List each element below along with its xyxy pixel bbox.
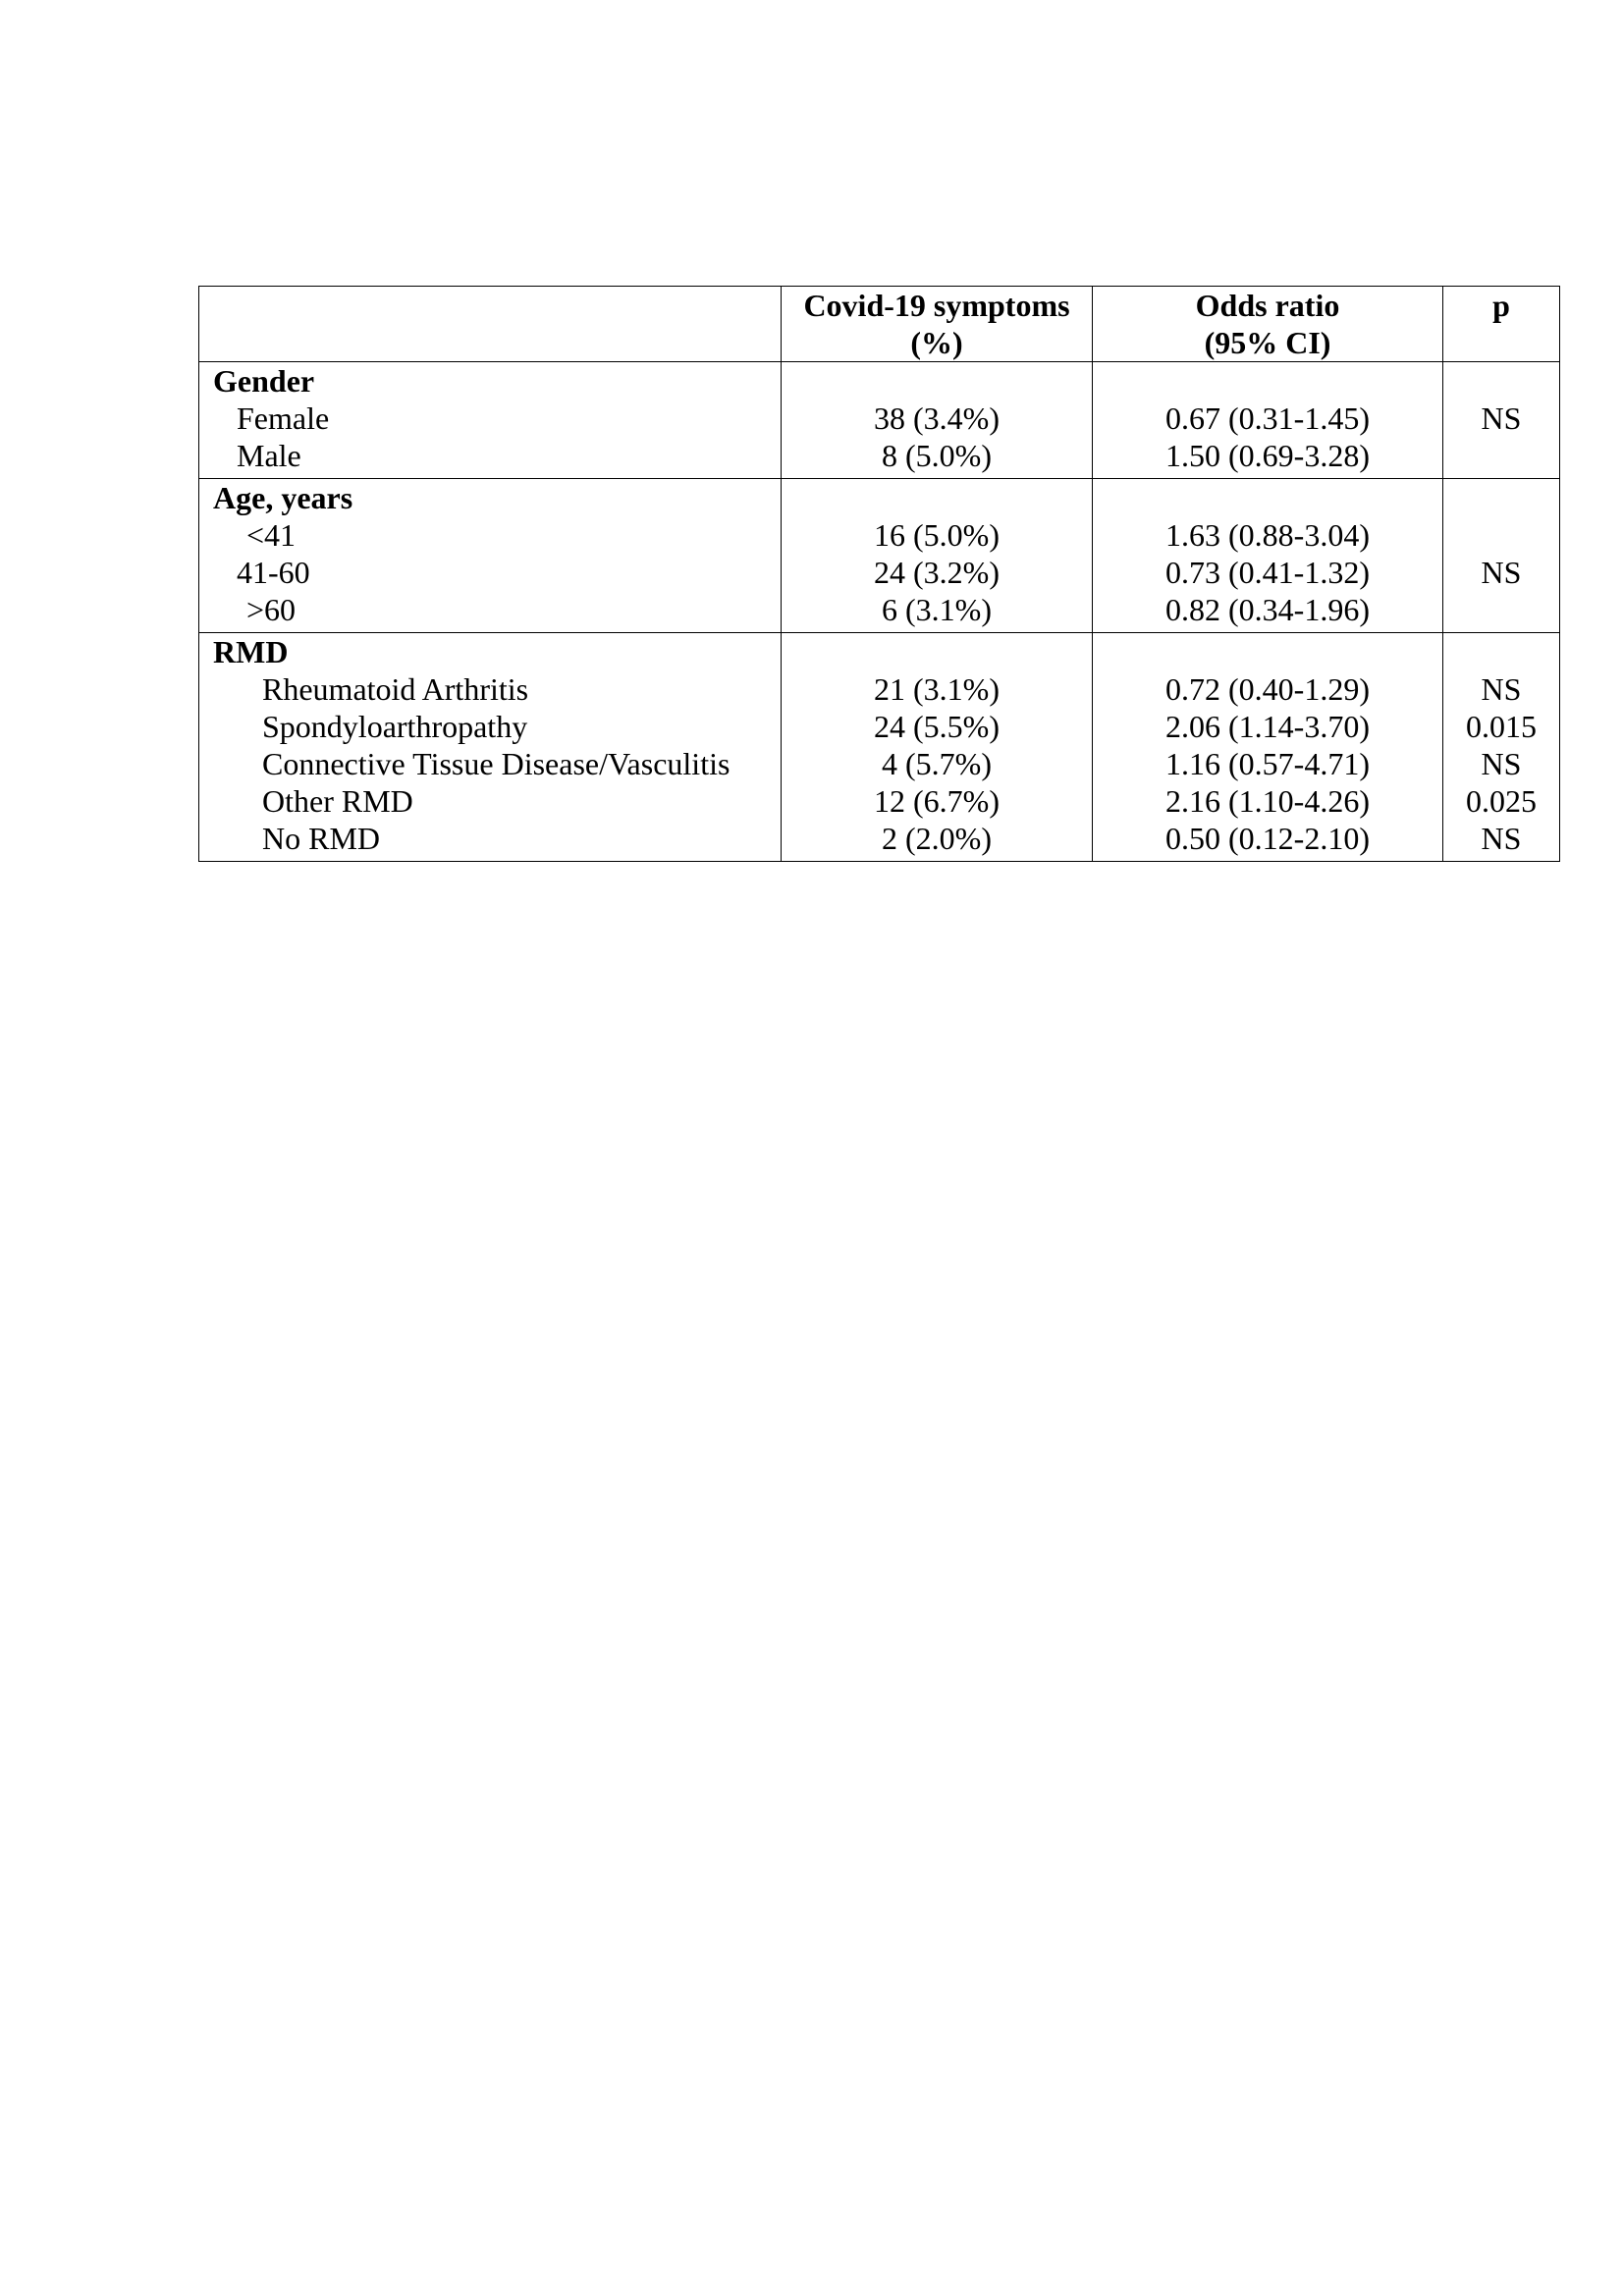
header-odds-line2: (95% CI) [1204, 325, 1331, 360]
gender-labels [199, 362, 782, 479]
symptoms-cell: 8 (5.0%) [882, 438, 992, 473]
rmd-symptoms [782, 633, 1093, 862]
header-symptoms-line1: Covid-19 symptoms [803, 288, 1070, 323]
odds-cell: 2.06 (1.14-3.70) [1165, 709, 1370, 744]
p-cell: 0.015 [1466, 709, 1537, 744]
header-odds [1093, 287, 1443, 362]
p-cell: NS [1481, 400, 1522, 436]
odds-cell: 0.50 (0.12-2.10) [1165, 821, 1370, 856]
header-row [199, 287, 1560, 362]
gender-symptoms [782, 362, 1093, 479]
age-p [1443, 479, 1560, 633]
symptoms-cell: 38 (3.4%) [874, 400, 1000, 436]
odds-cell: 0.73 (0.41-1.32) [1165, 555, 1370, 590]
rmd-labels [199, 633, 782, 862]
odds-cell: 0.72 (0.40-1.29) [1165, 671, 1370, 707]
odds-cell: 1.63 (0.88-3.04) [1165, 517, 1370, 553]
p-cell: NS [1481, 821, 1522, 856]
p-cell: NS [1481, 671, 1522, 707]
symptoms-cell: 2 (2.0%) [882, 821, 992, 856]
symptoms-cell: 24 (5.5%) [874, 709, 1000, 744]
symptoms-cell: 12 (6.7%) [874, 783, 1000, 819]
section-age [199, 479, 1560, 633]
symptoms-cell: 16 (5.0%) [874, 517, 1000, 553]
row-label: Connective Tissue Disease/Vasculitis [262, 746, 730, 781]
header-p [1443, 287, 1560, 362]
rmd-odds [1093, 633, 1443, 862]
header-variable [199, 287, 782, 362]
p-cell: 0.025 [1466, 783, 1537, 819]
header-symptoms-line2: (%) [910, 325, 963, 360]
row-label: Spondyloarthropathy [262, 709, 528, 744]
symptoms-cell: 24 (3.2%) [874, 555, 1000, 590]
row-label: No RMD [262, 821, 381, 856]
section-title-rmd: RMD [213, 634, 289, 669]
row-label: >60 [246, 592, 297, 627]
age-symptoms [782, 479, 1093, 633]
header-p-label: p [1492, 288, 1510, 323]
row-label: <41 [246, 517, 297, 553]
section-rmd [199, 633, 1560, 862]
odds-cell: 0.82 (0.34-1.96) [1165, 592, 1370, 627]
symptoms-cell: 4 (5.7%) [882, 746, 992, 781]
row-label: Male [237, 438, 301, 473]
gender-odds [1093, 362, 1443, 479]
row-label: Female [237, 400, 330, 436]
section-gender [199, 362, 1560, 479]
odds-cell: 2.16 (1.10-4.26) [1165, 783, 1370, 819]
p-cell: NS [1481, 555, 1522, 590]
results-table [198, 286, 1560, 862]
odds-cell: 1.16 (0.57-4.71) [1165, 746, 1370, 781]
rmd-p [1443, 633, 1560, 862]
header-odds-line1: Odds ratio [1195, 288, 1340, 323]
odds-cell: 0.67 (0.31-1.45) [1165, 400, 1370, 436]
section-title-age: Age, years [213, 480, 353, 515]
row-label: 41-60 [237, 555, 310, 590]
row-label: Rheumatoid Arthritis [262, 671, 529, 707]
symptoms-cell: 21 (3.1%) [874, 671, 1000, 707]
header-symptoms [782, 287, 1093, 362]
age-labels [199, 479, 782, 633]
section-title-gender: Gender [213, 363, 315, 399]
row-label: Other RMD [262, 783, 413, 819]
gender-p [1443, 362, 1560, 479]
odds-cell: 1.50 (0.69-3.28) [1165, 438, 1370, 473]
age-odds [1093, 479, 1443, 633]
symptoms-cell: 6 (3.1%) [882, 592, 992, 627]
p-cell: NS [1481, 746, 1522, 781]
